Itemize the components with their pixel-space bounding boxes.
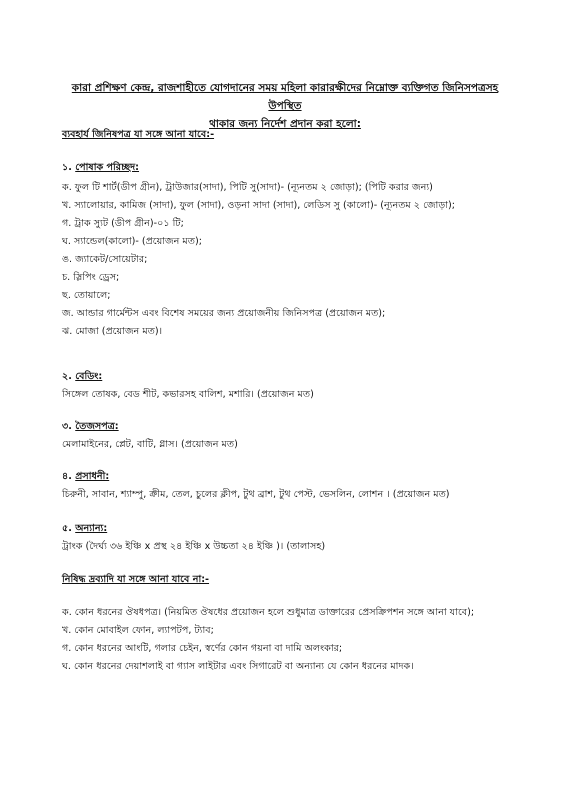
section-3-title: তৈজসপত্র:	[75, 421, 119, 432]
section-3-heading	[62, 420, 119, 434]
section-4-text: চিরুনী, সাবান, শ্যাম্পু, ক্রীম, তেল, চুলের ক্লীপ, টুথ ব্রাশ, টুথ পেস্ট, ভেসলিন, লোশন । (প্রয়োজন মত)	[62, 489, 450, 500]
section-3-number: ৩.	[62, 421, 72, 432]
section-2-title: বেডিং:	[75, 371, 103, 382]
section-2-number: ২.	[62, 371, 72, 382]
section-4-title: প্রসাধনী:	[75, 471, 110, 482]
prohibited-items-heading: নিষিদ্ধ দ্রব্যাদি যা সঙ্গে আনা যাবে না:-	[62, 574, 210, 585]
section-1-title: পোষাক পরিচ্ছদ:	[75, 162, 140, 173]
list-item: ঙ. জ্যাকেট/সোয়েটার;	[62, 254, 148, 265]
list-item: খ. কোন মোবাইল ফোন, ল্যাপটপ, ট্যাব;	[62, 625, 214, 636]
list-item: গ. কোন ধরনের আংটি, গলার চেইন, স্বর্ণের কোন গয়না বা দামি অলংকার;	[62, 643, 343, 654]
list-item: ঝ. মোজা (প্রয়োজন মত)।	[62, 326, 163, 337]
list-item: চ. স্লিপিং ড্রেস;	[62, 272, 120, 283]
list-item: গ. ট্রাক স্যুট (ডীপ গ্রীন)-০১ টি;	[62, 218, 184, 229]
section-4-heading	[62, 470, 109, 484]
list-item: ছ. তোয়ালে;	[62, 290, 111, 301]
list-item: ক. কোন ধরনের ঔষধপত্র। (নিয়মিত ঔষধের প্রয়োজন হলে শুধুমাত্র ডাক্তারের প্রেসক্রিপশন সঙ্গে আনা যাবে);	[62, 607, 475, 618]
list-item: খ. স্যালোয়ার, কামিজ (সাদা), ফুল (সাদা), ওড়না সাদা (সাদা), লেডিস সু (কালো)- (ন্যূনতম ২ জোড়া);	[62, 200, 455, 211]
usable-items-heading: ব্যবহার্য জিনিষপত্র যা সঙ্গে আনা যাবে:-	[62, 129, 215, 140]
section-5-text: ট্রাংক (দৈর্ঘ্য ৩৬ ইঞ্চি x প্রস্থ ২৪ ইঞ্চি x উচ্চতা ২৪ ইঞ্চি )। (তালাসহ)	[62, 541, 326, 552]
section-1-heading	[62, 161, 139, 175]
section-5-heading	[62, 522, 107, 536]
section-3-text: মেলামাইনের, প্লেট, বাটি, গ্লাস। (প্রয়োজন মত)	[62, 439, 238, 450]
section-2-heading	[62, 370, 102, 384]
section-5-number: ৫.	[62, 523, 72, 534]
list-item: ক. ফুল টি শার্ট(ডীপ গ্রীন), ট্রাউজার(সাদা), পিটি সু(সাদা)- (ন্যূনতম ২ জোড়া); (পিটি করার জন্য)	[62, 182, 433, 193]
section-2-text: সিঙ্গেল তোষক, বেড শীট, কভারসহ বালিশ, মশারি। (প্রয়োজন মত)	[62, 389, 314, 400]
list-item: জ. আন্ডার গার্মেন্টস এবং বিশেষ সময়ের জন্য প্রয়োজনীয় জিনিসপত্র (প্রয়োজন মত);	[62, 308, 386, 319]
section-5-title: অন্যান্য:	[75, 523, 108, 534]
title-line-1: কারা প্রশিক্ষণ কেন্দ্র, রাজশাহীতে যোগদানের সময় মহিলা কারারক্ষীদের নিম্নোক্ত ব্যক্তিগত জিনিসপত্রসহ উপস্থিত	[71, 82, 499, 112]
title-line-2: থাকার জন্য নির্দেশ প্রদান করা হলো:	[209, 118, 361, 130]
list-item: ঘ. কোন ধরনের দেয়াশলাই বা গ্যাস লাইটার এবং সিগারেট বা অন্যান্য যে কোন ধরনের মাদক।	[62, 661, 414, 672]
list-item: ঘ. স্যান্ডেল(কালো)- (প্রয়োজন মত);	[62, 236, 202, 247]
section-4-number: ৪.	[62, 471, 72, 482]
section-1-number: ১.	[62, 162, 72, 173]
document-title	[60, 79, 510, 133]
